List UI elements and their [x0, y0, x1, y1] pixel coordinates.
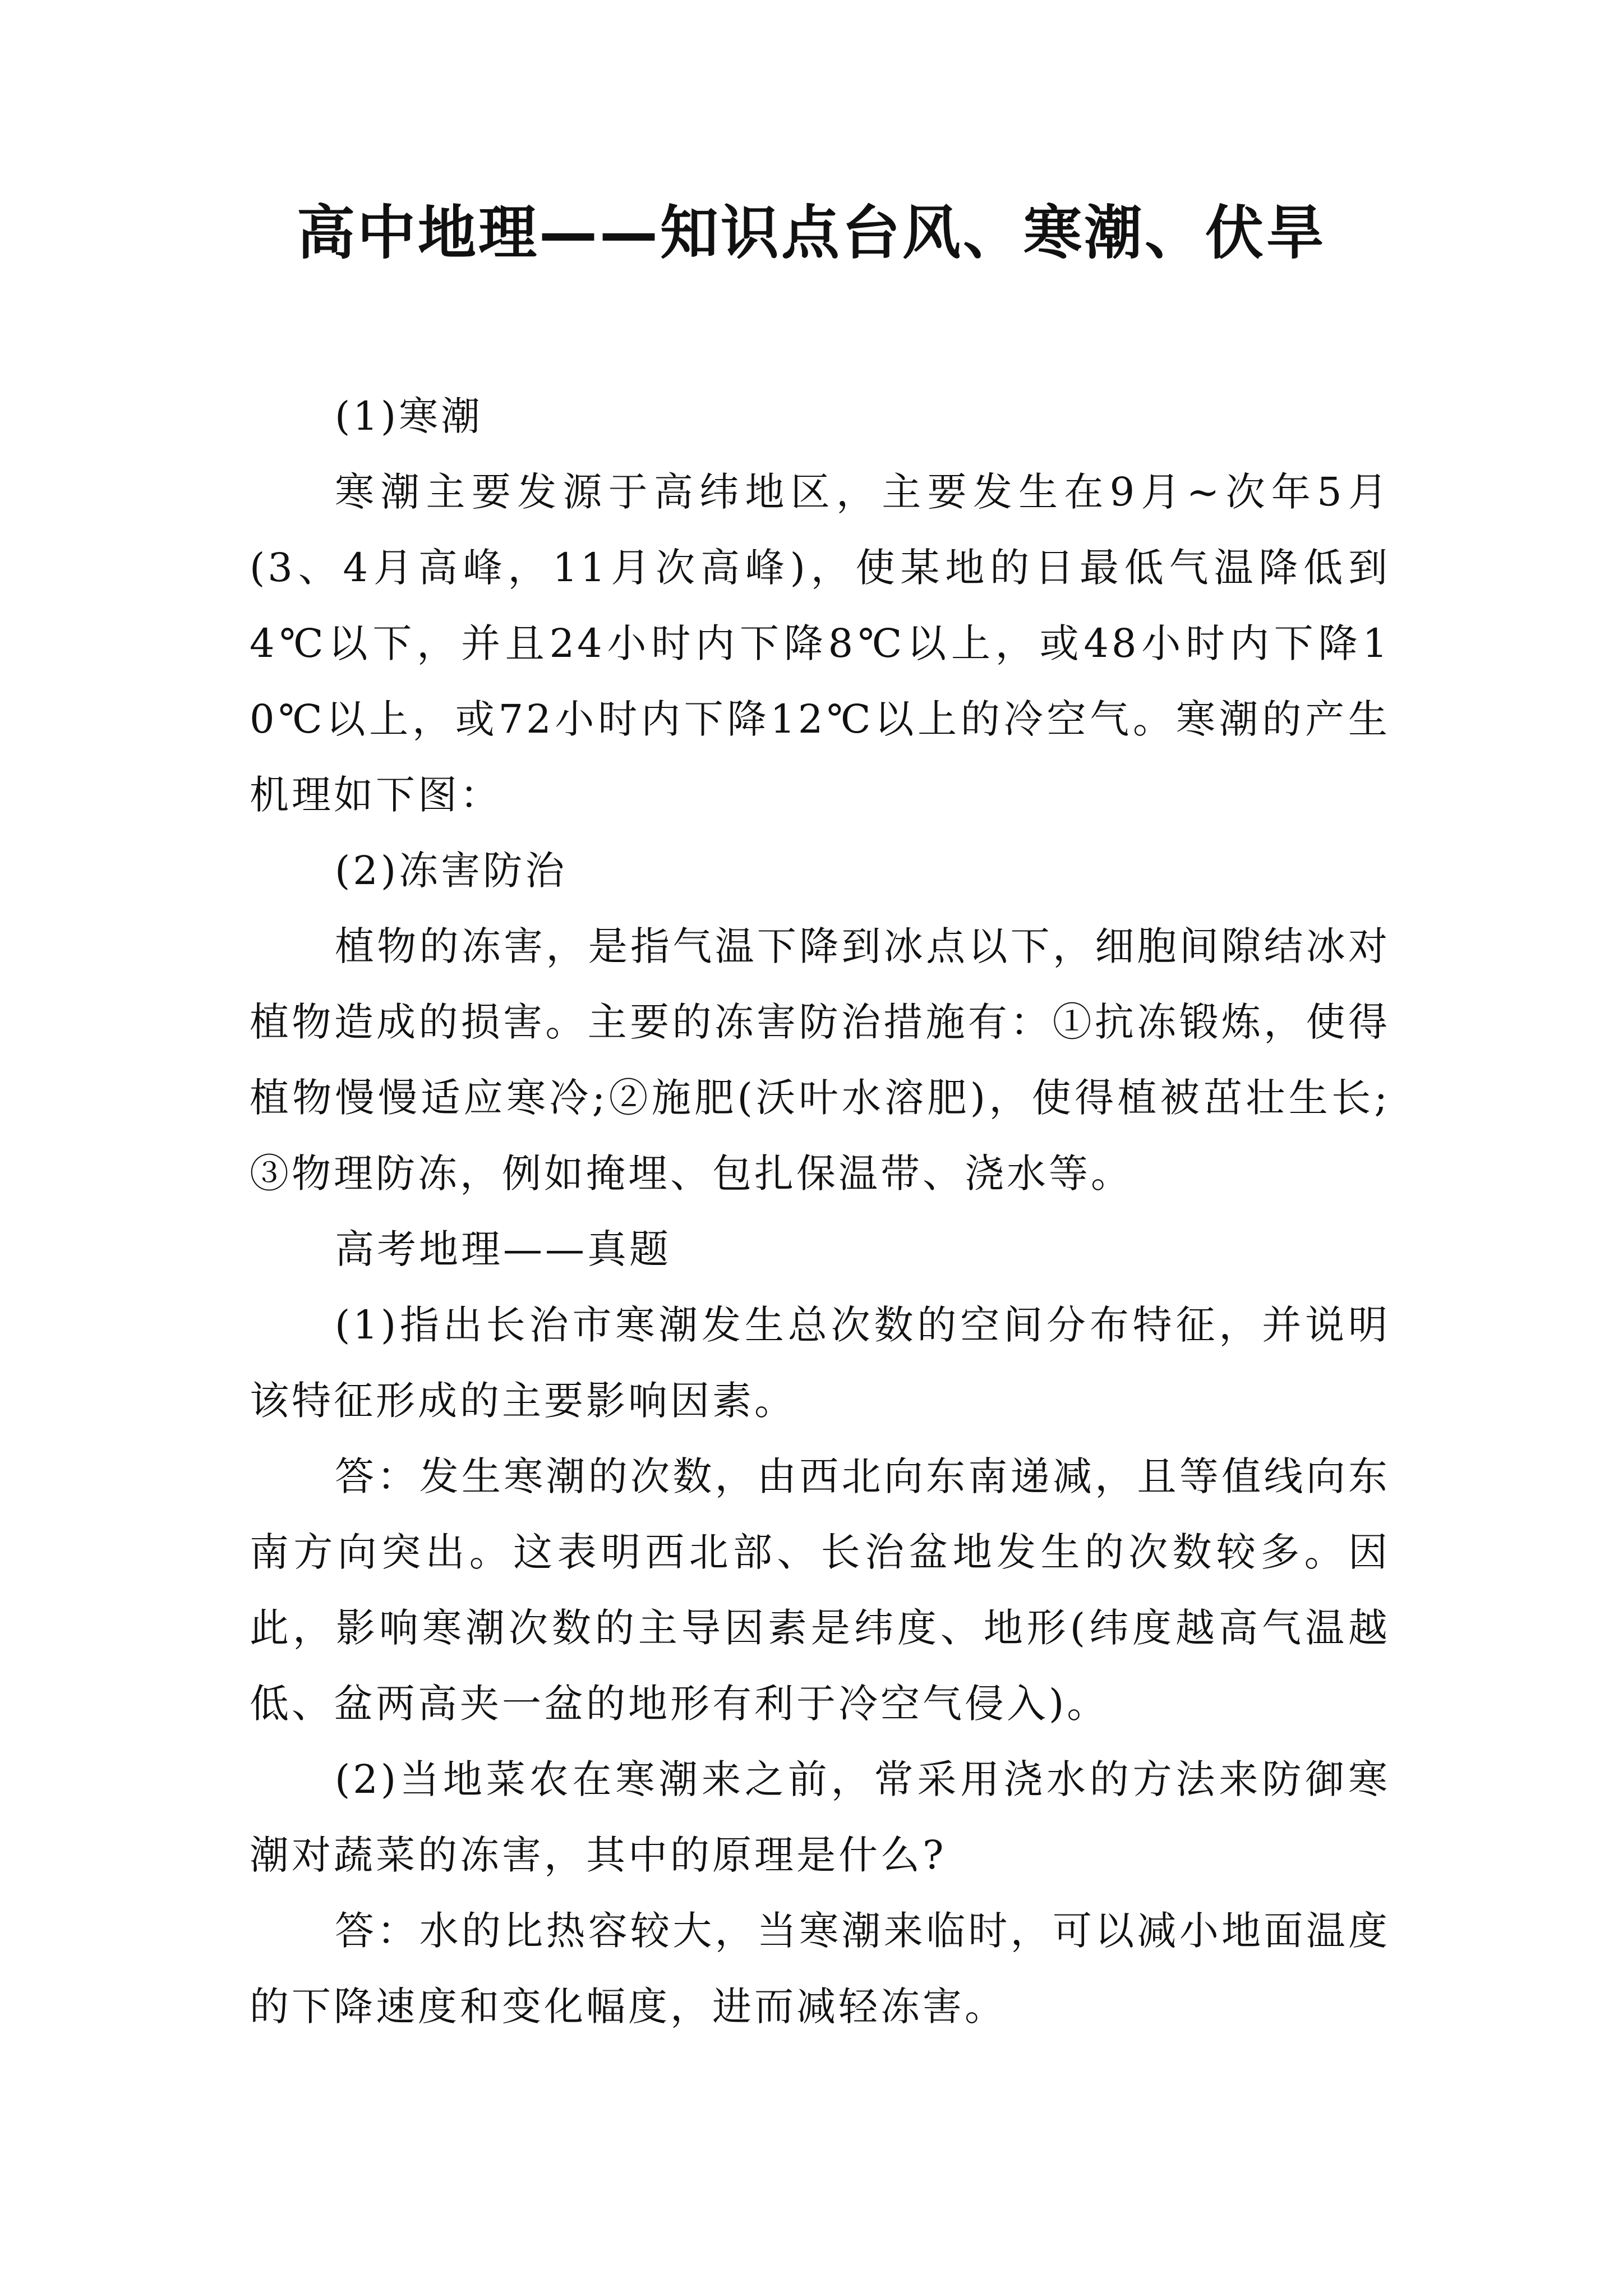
section-heading-exam-questions: 高考地理——真题: [335, 1226, 671, 1272]
answer-2: 答：水的比热容较大，当寒潮来临时，可以减小地面温度的下降速度和变化幅度，进而减轻冻害。: [250, 1908, 1390, 2030]
answer-1: 答：发生寒潮的次数，由西北向东南递减，且等值线向东南方向突出。这表明西北部、长治盆地发生的次数较多。因此，影响寒潮次数的主导因素是纬度、地形(纬度越高气温越低、盆两高夹一盆的地形有利于冷空气侵入)。: [250, 1453, 1390, 1727]
document-title: 高中地理——知识点台风、寒潮、伏旱: [296, 199, 1326, 267]
section-heading-frost-prevention: (2)冻害防治: [335, 848, 568, 894]
paragraph-frost-prevention: 植物的冻害，是指气温下降到冰点以下，细胞间隙结冰对植物造成的损害。主要的冻害防治措施有：①抗冻锻炼，使得植物慢慢适应寒冷;②施肥(沃叶水溶肥)，使得植被茁壮生长;③物理防冻，例如掩埋、包扎保温带、浇水等。: [250, 923, 1390, 1197]
document-body: [250, 379, 1390, 2045]
section-heading-cold-wave: (1)寒潮: [335, 393, 483, 439]
paragraph-cold-wave-definition: 寒潮主要发源于高纬地区，主要发生在9月~次年5月(3、4月高峰，11月次高峰)，使某地的日最低气温降低到4℃以下，并且24小时内下降8℃以上，或48小时内下降10℃以上，或72小时内下降12℃以上的冷空气。寒潮的产生机理如下图：: [250, 469, 1390, 818]
question-1: (1)指出长治市寒潮发生总次数的空间分布特征，并说明该特征形成的主要影响因素。: [250, 1302, 1390, 1424]
question-2: (2)当地菜农在寒潮来之前，常采用浇水的方法来防御寒潮对蔬菜的冻害，其中的原理是什么?: [250, 1756, 1390, 1878]
